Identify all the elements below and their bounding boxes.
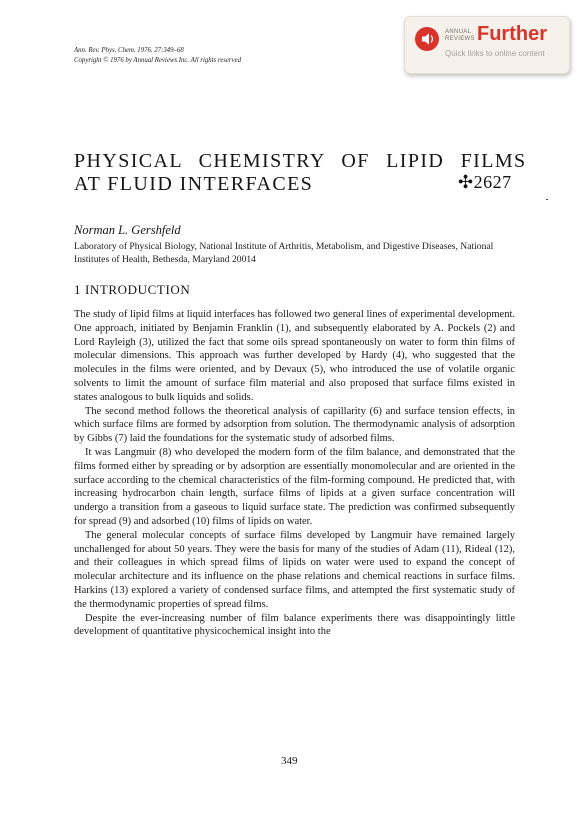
further-label: Further (477, 23, 547, 45)
title-line-1: PHYSICAL CHEMISTRY OF LIPID FILMS (74, 150, 527, 172)
annual-reviews-further-badge[interactable] (404, 16, 570, 74)
brand-bottom: REVIEWS (445, 36, 475, 42)
article-number: ✣2627 (458, 172, 512, 192)
journal-citation-block (74, 46, 241, 66)
journal-citation: Ann. Rev. Phys. Chem. 1976. 27:349–68 (74, 47, 184, 54)
paragraph: The study of lipid films at liquid interfaces has followed two general lines of experimental development. One approach, initiated by Benjamin Franklin (1), and subsequently elaborated by A. Pockels (2) and Lord Rayleigh (3), utilized the fact that some oils spread spontaneously on water to form thin films of molecular dimensions. This approach was further developed by Hardy (4), who suggested that the molecules in the films were oriented, and by Devaux (5), who introduced the use of volatile organic solvents to limit the amount of surface film material and also proposed that surface films existed in states analogous to bulk liquids and solids. (74, 309, 515, 403)
body-text (74, 308, 515, 639)
author-name: Norman L. Gershfeld (74, 223, 181, 237)
page-number: 349 (281, 755, 298, 767)
author-affiliation: Laboratory of Physical Biology, National Institute of Arthritis, Metabolism, and Digestive Diseases, National Institutes of Health, Bethesda, Maryland 20014 (74, 241, 494, 265)
brand-top: ANNUAL (445, 29, 472, 35)
section-heading: 1 INTRODUCTION (74, 282, 191, 297)
paragraph: The general molecular concepts of surface films developed by Langmuir have remained largely unchallenged for about 50 years. They were the basis for many of the studies of Adam (11), Rideal (12), and their colleagues in which spread films of lipids on water were used to expand the concept of molecular architecture and its influence on the phase relations and chemical reactions in surface films. Harkins (13) explored a variety of condensed surface films, and attempted the first systematic study of the thermodynamic properties of spread films. (74, 529, 515, 610)
paragraph: Despite the ever-increasing number of film balance experiments there was disappointingly little development of quantitative physicochemical insight into the (74, 612, 515, 638)
speaker-icon (415, 27, 439, 51)
further-sublabel: Quick links to online content (445, 49, 545, 58)
article-title (74, 150, 527, 196)
scan-artifact (546, 199, 548, 200)
paragraph: It was Langmuir (8) who developed the modern form of the film balance, and demonstrated that the films formed either by spreading or by adsorption are essentially monomolecular and are oriented in the surface according to the chemical characteristics of the film-forming compound. He predicted that, with increasing hydrocarbon chain length, surface films of lipids at a given surface concentration will undergo a transition from a gaseous to liquid surface state. The prediction was confirmed subsequently for spread (9) and adsorbed (10) films of lipids on water. (74, 446, 515, 527)
copyright-notice: Copyright © 1976 by Annual Reviews Inc. All rights reserved (74, 57, 242, 64)
title-line-2: AT FLUID INTERFACES (74, 173, 314, 195)
paragraph: The second method follows the theoretical analysis of capillarity (6) and surface tension effects, in which surface films are formed by adsorption from solution. The thermodynamic analysis of adsorption by Gibbs (7) laid the foundations for the systematic study of adsorbed films. (74, 405, 515, 445)
annual-reviews-wordmark (445, 29, 475, 43)
